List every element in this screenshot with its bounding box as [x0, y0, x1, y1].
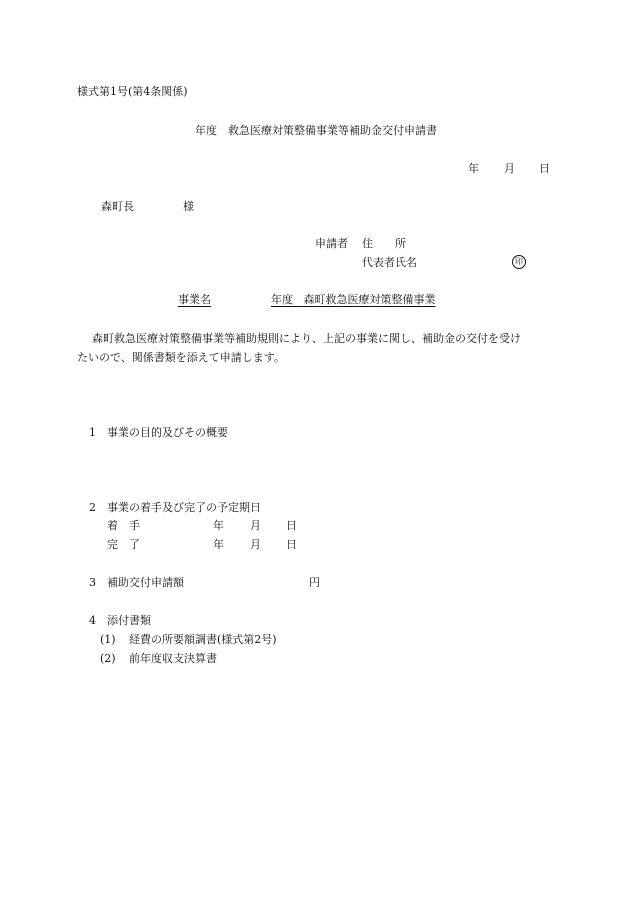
project-name-value: 森町救急医療対策整備事業 — [303, 293, 436, 306]
start-label: 着 手 — [107, 519, 140, 532]
project-name-line — [178, 293, 436, 307]
item-4-number: 4 — [89, 614, 96, 627]
addressee-name: 森町長 — [101, 200, 134, 213]
end-label: 完 了 — [107, 538, 140, 551]
start-month: 月 — [250, 519, 261, 532]
date-month: 月 — [504, 162, 515, 175]
item-4-text: 添付書類 — [107, 614, 151, 627]
item-2-number: 2 — [89, 501, 96, 514]
end-month: 月 — [250, 538, 261, 551]
attachment-1-number: (1) — [100, 633, 116, 646]
start-year: 年 — [213, 519, 224, 532]
project-name-year: 年度 — [271, 293, 293, 306]
attachment-1-text: 経費の所要額調書(様式第2号) — [129, 633, 277, 646]
end-day: 日 — [286, 538, 297, 551]
attachment-2-number: (2) — [100, 652, 116, 665]
address-label: 住 所 — [362, 237, 406, 250]
item-1-number: 1 — [89, 426, 96, 439]
start-day: 日 — [286, 519, 297, 532]
body-text-line-1: 森町救急医療対策整備事業等補助規則により、上記の事業に関し、補助金の交付を受け — [92, 332, 521, 345]
body-text-line-2: たいので、関係書類を添えて申請します。 — [77, 351, 285, 364]
date-year: 年 — [468, 162, 479, 175]
addressee-honorific: 様 — [183, 200, 194, 213]
seal-mark: 印 — [512, 255, 526, 269]
item-3-number: 3 — [89, 576, 96, 589]
item-1-text: 事業の目的及びその概要 — [107, 426, 228, 439]
item-3-unit: 円 — [309, 576, 320, 589]
item-2-text: 事業の着手及び完了の予定期日 — [107, 501, 261, 514]
item-3-text: 補助交付申請額 — [107, 576, 184, 589]
end-year: 年 — [213, 538, 224, 551]
page-title: 年度 救急医療対策整備事業等補助金交付申請書 — [195, 124, 437, 137]
project-name-label: 事業名 — [178, 293, 211, 306]
form-number: 様式第1号(第4条関係) — [77, 85, 188, 98]
date-day: 日 — [539, 162, 550, 175]
applicant-label: 申請者 — [315, 237, 348, 250]
attachment-2-text: 前年度収支決算書 — [129, 652, 217, 665]
representative-label: 代表者氏名 — [362, 256, 417, 269]
